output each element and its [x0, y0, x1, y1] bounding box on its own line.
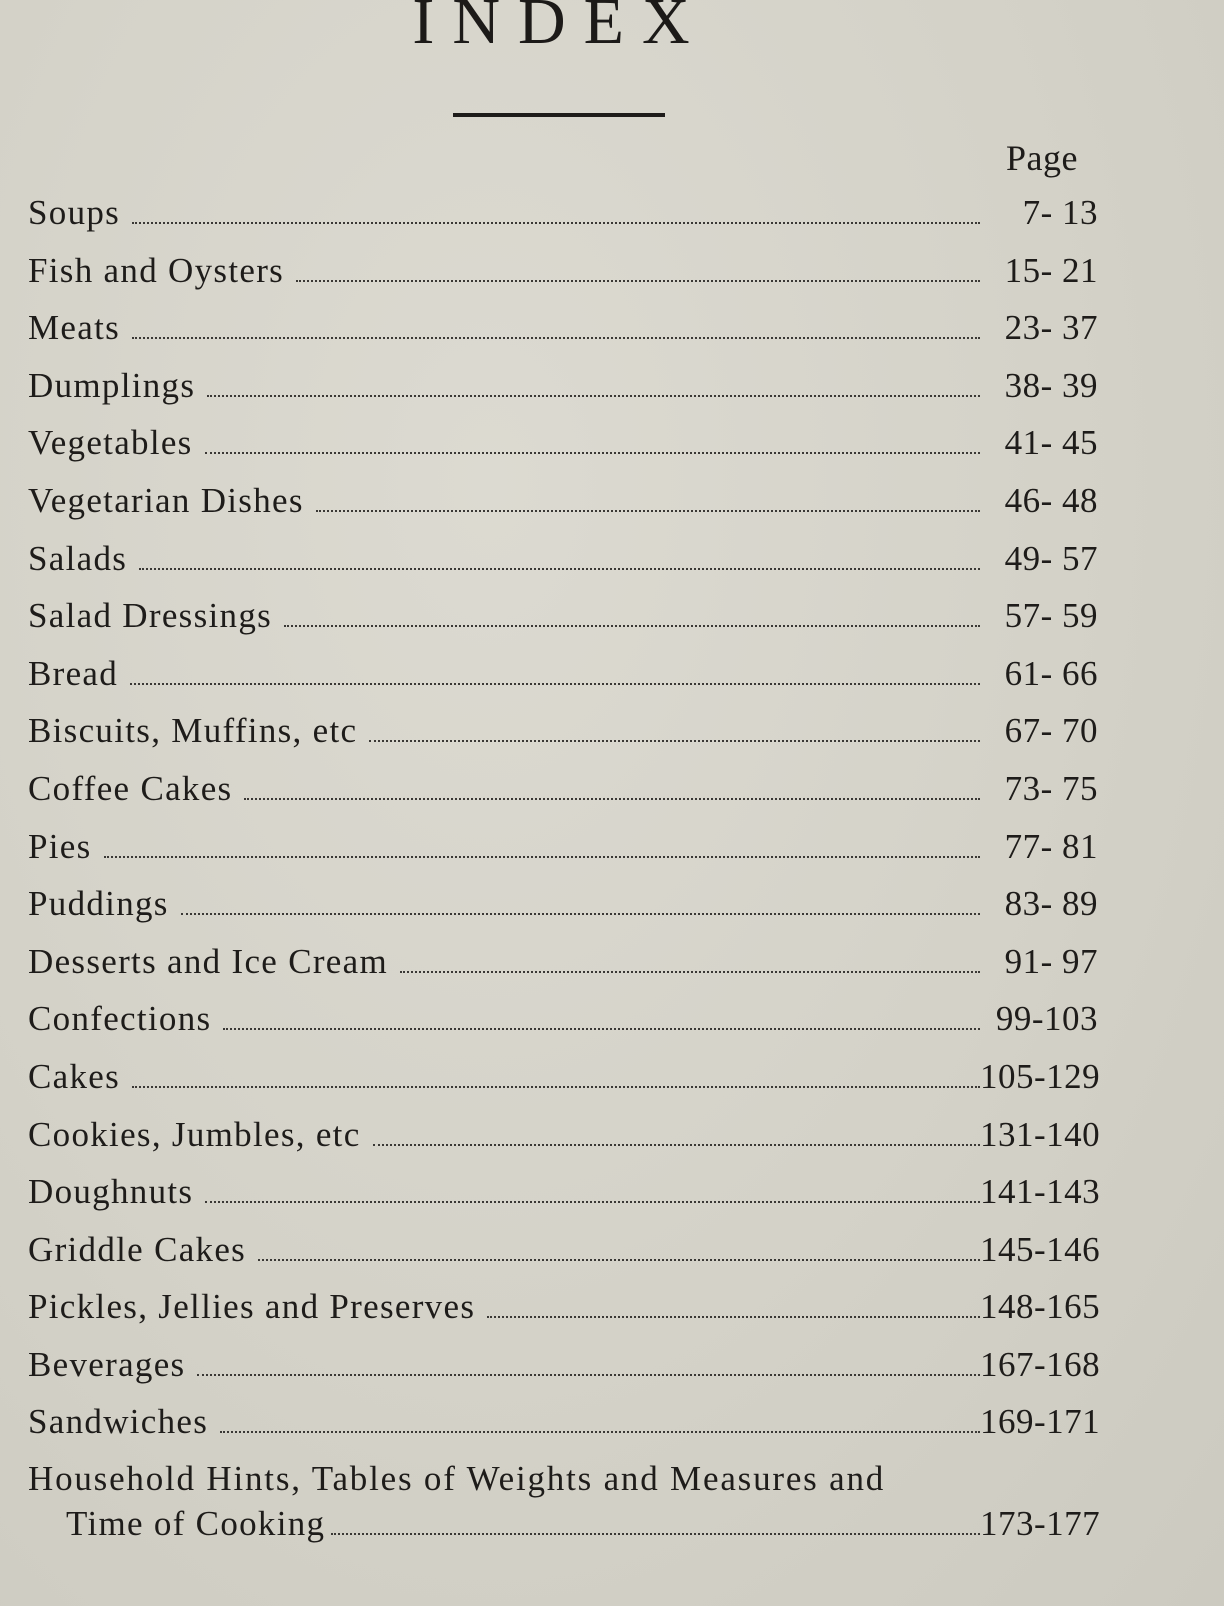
- index-entry: [28, 305, 1098, 363]
- dot-leader: [132, 337, 980, 339]
- dot-leader: [205, 1201, 980, 1203]
- entry-label: Coffee Cakes: [28, 768, 233, 808]
- index-entry-multiline: [28, 1457, 1101, 1547]
- index-entry: [28, 1169, 1101, 1227]
- entry-pages: 73- 75: [1004, 768, 1098, 808]
- entry-pages: 61- 66: [1004, 653, 1098, 693]
- dot-leader: [205, 452, 980, 454]
- index-entry: [28, 1284, 1101, 1342]
- entry-label: Puddings: [28, 884, 169, 924]
- entry-label: Bread: [28, 653, 119, 693]
- dot-leader: [132, 222, 980, 224]
- dot-leader: [104, 856, 980, 858]
- dot-leader: [296, 280, 980, 282]
- index-entry: [28, 881, 1098, 939]
- entry-pages: 169-171: [980, 1402, 1101, 1442]
- entry-pages: 67- 70: [1004, 711, 1098, 751]
- entry-label: Salad Dressings: [28, 596, 273, 636]
- entry-label: Sandwiches: [28, 1402, 209, 1442]
- entry-line2-row: [28, 1501, 1101, 1547]
- entry-label: Vegetables: [28, 423, 193, 463]
- index-entry: [28, 190, 1098, 248]
- index-entry: [28, 996, 1098, 1054]
- entry-pages: 23- 37: [1004, 308, 1098, 348]
- entry-pages: 7- 13: [1022, 193, 1098, 232]
- entry-label-line1: Household Hints, Tables of Weights and Measures and: [28, 1459, 886, 1499]
- entry-pages: 131-140: [980, 1114, 1101, 1154]
- entry-label: Soups: [28, 193, 121, 232]
- dot-leader: [316, 510, 980, 512]
- index-entry: [28, 651, 1098, 709]
- entry-pages: 173-177: [980, 1504, 1101, 1544]
- index-entry: [28, 536, 1098, 594]
- index-entry: [28, 478, 1098, 536]
- index-entry: [28, 824, 1098, 882]
- index-entry: [28, 1399, 1101, 1457]
- entry-label: Pies: [28, 826, 92, 866]
- dot-leader: [373, 1144, 980, 1146]
- index-entry: [28, 708, 1098, 766]
- index-entry: [28, 420, 1098, 478]
- entry-pages: 57- 59: [1004, 596, 1098, 636]
- dot-leader: [139, 568, 980, 570]
- entry-label-line2: Time of Cooking: [66, 1504, 326, 1544]
- entry-label: Cookies, Jumbles, etc: [28, 1114, 361, 1154]
- dot-leader: [487, 1316, 980, 1318]
- entry-pages: 91- 97: [1004, 941, 1098, 981]
- index-entry: [28, 593, 1098, 651]
- entry-label: Vegetarian Dishes: [28, 480, 304, 520]
- index-entry: [28, 1342, 1101, 1400]
- index-entry: [28, 363, 1098, 421]
- entry-pages: 167-168: [980, 1344, 1101, 1384]
- index-entries: [28, 190, 1101, 1547]
- entry-label: Cakes: [28, 1056, 121, 1096]
- dot-leader: [369, 740, 980, 742]
- dot-leader: [331, 1533, 980, 1535]
- dot-leader: [400, 971, 980, 973]
- entry-pages: 145-146: [980, 1229, 1101, 1269]
- index-entry: [28, 1112, 1101, 1170]
- entry-label: Pickles, Jellies and Preserves: [28, 1287, 476, 1327]
- entry-pages: 83- 89: [1004, 884, 1098, 924]
- dot-leader: [284, 625, 980, 627]
- entry-label: Fish and Oysters: [28, 250, 285, 290]
- entry-pages: 105-129: [980, 1056, 1101, 1096]
- entry-label: Desserts and Ice Cream: [28, 941, 388, 981]
- entry-pages: 41- 45: [1004, 423, 1098, 463]
- entry-pages: 15- 21: [1004, 250, 1098, 290]
- index-entry: [28, 766, 1098, 824]
- entry-label: Dumplings: [28, 365, 196, 405]
- entry-pages: 77- 81: [1004, 826, 1098, 866]
- dot-leader: [181, 913, 980, 915]
- index-entry: [28, 248, 1098, 306]
- dot-leader: [220, 1431, 980, 1433]
- dot-leader: [258, 1259, 980, 1261]
- dot-leader: [207, 395, 980, 397]
- entry-pages: 148-165: [980, 1287, 1101, 1327]
- title-rule: [453, 113, 665, 117]
- index-entry: [28, 1054, 1101, 1112]
- entry-label: Confections: [28, 999, 212, 1039]
- entry-label: Biscuits, Muffins, etc: [28, 711, 358, 751]
- dot-leader: [197, 1374, 980, 1376]
- entry-label: Beverages: [28, 1344, 186, 1384]
- page-column-header: Page: [1006, 138, 1078, 178]
- dot-leader: [130, 683, 980, 685]
- entry-label: Doughnuts: [28, 1172, 194, 1212]
- entry-pages: 141-143: [980, 1172, 1101, 1212]
- entry-pages: 46- 48: [1004, 480, 1098, 520]
- dot-leader: [223, 1028, 980, 1030]
- page-title: INDEX: [412, 0, 708, 58]
- entry-label: Griddle Cakes: [28, 1229, 247, 1269]
- entry-label: Salads: [28, 538, 128, 578]
- entry-pages: 99-103: [995, 999, 1098, 1039]
- entry-label: Meats: [28, 308, 121, 348]
- entry-pages: 49- 57: [1004, 538, 1098, 578]
- dot-leader: [244, 798, 980, 800]
- entry-pages: 38- 39: [1004, 365, 1098, 405]
- index-entry: [28, 939, 1098, 997]
- dot-leader: [132, 1086, 980, 1088]
- index-entry: [28, 1227, 1101, 1285]
